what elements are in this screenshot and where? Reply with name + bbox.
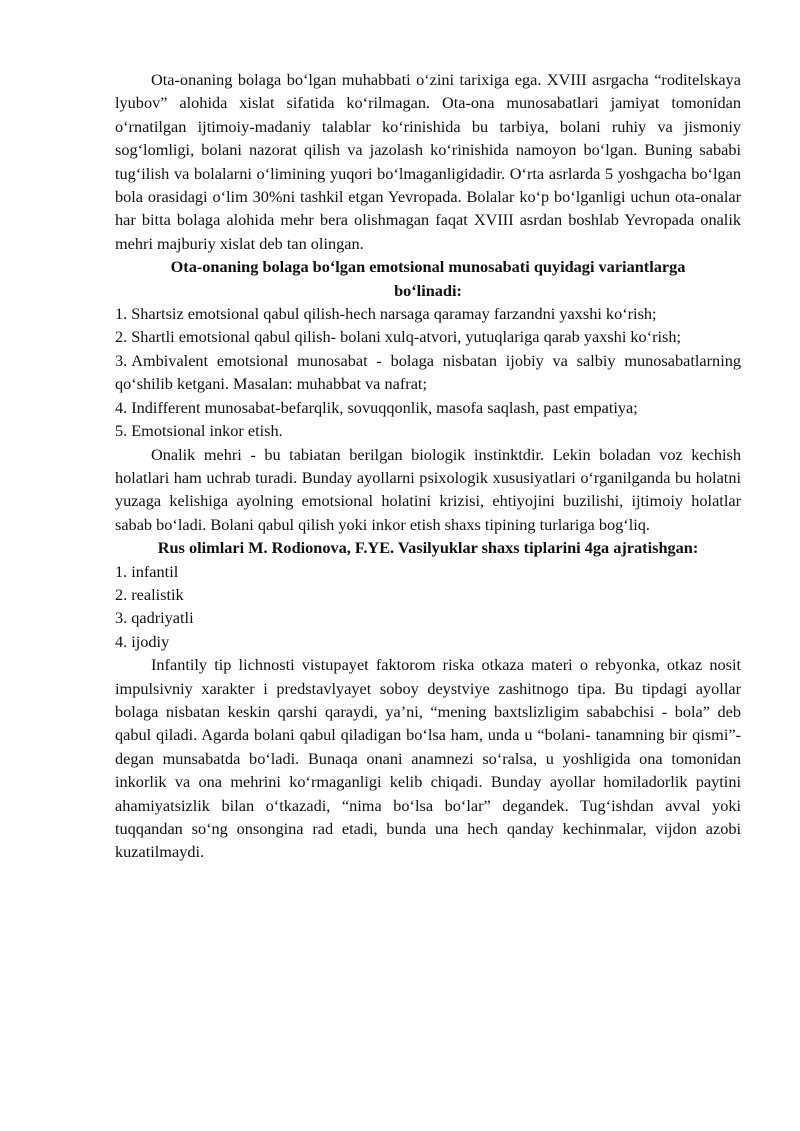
list-item-text: realistik <box>131 584 184 604</box>
list-item-number: 2. <box>115 327 128 347</box>
list-personality-types <box>115 560 741 654</box>
heading-personality-types: Rus olimlari M. Rodionova, F.YE. Vasilyuklar shaxs tiplarini 4ga ajratishgan: <box>157 538 699 558</box>
list-item-number: 5. <box>115 421 128 441</box>
list-emotional-attitude <box>115 302 741 442</box>
document-page <box>115 68 741 864</box>
list-item-text: ijodiy <box>131 631 170 651</box>
list-item-number: 4. <box>115 631 128 651</box>
list-item-number: 1. <box>115 304 128 324</box>
list-item <box>115 630 741 653</box>
list-item-number: 3. <box>115 608 128 628</box>
list-item-text: Ambivalent emotsional munosabat - bolaga nisbatan ijobiy va salbiy munosabatlarning qo‘shilib ketgani. Masalan: muhabbat va nafrat; <box>115 350 741 394</box>
list-item <box>115 349 741 396</box>
list-item-text: Emotsional inkor etish. <box>131 421 283 441</box>
list-item <box>115 583 741 606</box>
list-item-number: 3. <box>115 350 128 370</box>
paragraph-intro: Ota-onaning bolaga bo‘lgan muhabbati o‘zini tarixiga ega. XVIII asrgacha “roditelskaya lyubov” alohida xislat sifatida ko‘rilmagan. Ota-ona munosabatlari jamiyat tomonidan o‘rnatilgan ijtimoiy-madaniy talablar ko‘rinishida bu tarbiya, bolani ruhiy va jismoniy sog‘lomligi, bolani nazorat qilish va jazolash ko‘rinishida namoyon bo‘lgan. Buning sababi tug‘ilish va bolalarni o‘limining yuqori bo‘lmaganligidadir. O‘rta asrlarda 5 yoshgacha bo‘lgan bola orasidagi o‘lim 30%ni tashkil etgan Yevropada. Bolalar ko‘p bo‘lganligi uchun ota-onalar har bitta bolaga alohida mehr bera olishmagan faqat XVIII asrdan boshlab Yevropada onalik mehri majburiy xislat deb tan olingan. <box>115 70 741 253</box>
list-item-text: infantil <box>131 561 179 581</box>
list-item <box>115 396 741 419</box>
list-item-number: 4. <box>115 397 128 417</box>
list-item-text: Shartli emotsional qabul qilish- bolani xulq-atvori, yutuqlariga qarab yaxshi ko‘rish; <box>131 327 682 347</box>
list-item-text: qadriyatli <box>131 608 194 628</box>
list-item-number: 1. <box>115 561 128 581</box>
list-item <box>115 302 741 325</box>
paragraph-maternal-love: Onalik mehri - bu tabiatan berilgan biologik instinktdir. Lekin boladan voz kechish holatlari ham uchrab turadi. Bunday ayollarni psixologik xususiyatlari o‘rganilganda bu holatni yuzaga kelishiga ayolning emotsional holatini krizisi, ehtiyojini buzilishi, ijtimoiy holatlar sabab bo‘ladi. Bolani qabul qilish yoki inkor etish shaxs tipining turlariga bog‘liq. <box>115 444 741 534</box>
list-item-text: Shartsiz emotsional qabul qilish-hech narsaga qaramay farzandni yaxshi ko‘rish; <box>131 304 657 324</box>
list-item <box>115 419 741 442</box>
heading-emotional-attitude: Ota-onaning bolaga bo‘lgan emotsional munosabati quyidagi variantlarga bo‘linadi: <box>170 257 686 300</box>
list-item-number: 2. <box>115 584 128 604</box>
list-item <box>115 606 741 629</box>
paragraph-infantile-type: Infantily tip lichnosti vistupayet faktorom riska otkaza materi o rebyonka, otkaz nosit impulsivniy xarakter i predstavlyayet soboy deystviye zashitnogo tipa. Bu tipdagi ayollar bolaga nisbatan keskin qarshi qaraydi, ya’ni, “mening baxtslizligim sababchisi - bola” deb qabul qiladi. Agarda bolani qabul qiladigan bo‘lsa ham, unda u “bolani- tanamning bir qismi”- degan munsabatda bo‘ladi. Bunaqa onani anamnezi so‘ralsa, u yoshligida ona tomonidan inkorlik va ona mehrini ko‘rmaganligi kelib chiqadi. Bunday ayollar homiladorlik paytini ahamiyatsizlik bilan o‘tkazadi, “nima bo‘lsa bo‘lar” degandek. Tug‘ishdan avval yoki tuqqandan so‘ng onsongina rad etadi, bunda una hech qanday kechinmalar, vijdon azobi kuzatilmaydi. <box>115 655 741 862</box>
list-item <box>115 560 741 583</box>
list-item-text: Indifferent munosabat-befarqlik, sovuqqonlik, masofa saqlash, past empatiya; <box>131 397 638 417</box>
list-item <box>115 325 741 348</box>
